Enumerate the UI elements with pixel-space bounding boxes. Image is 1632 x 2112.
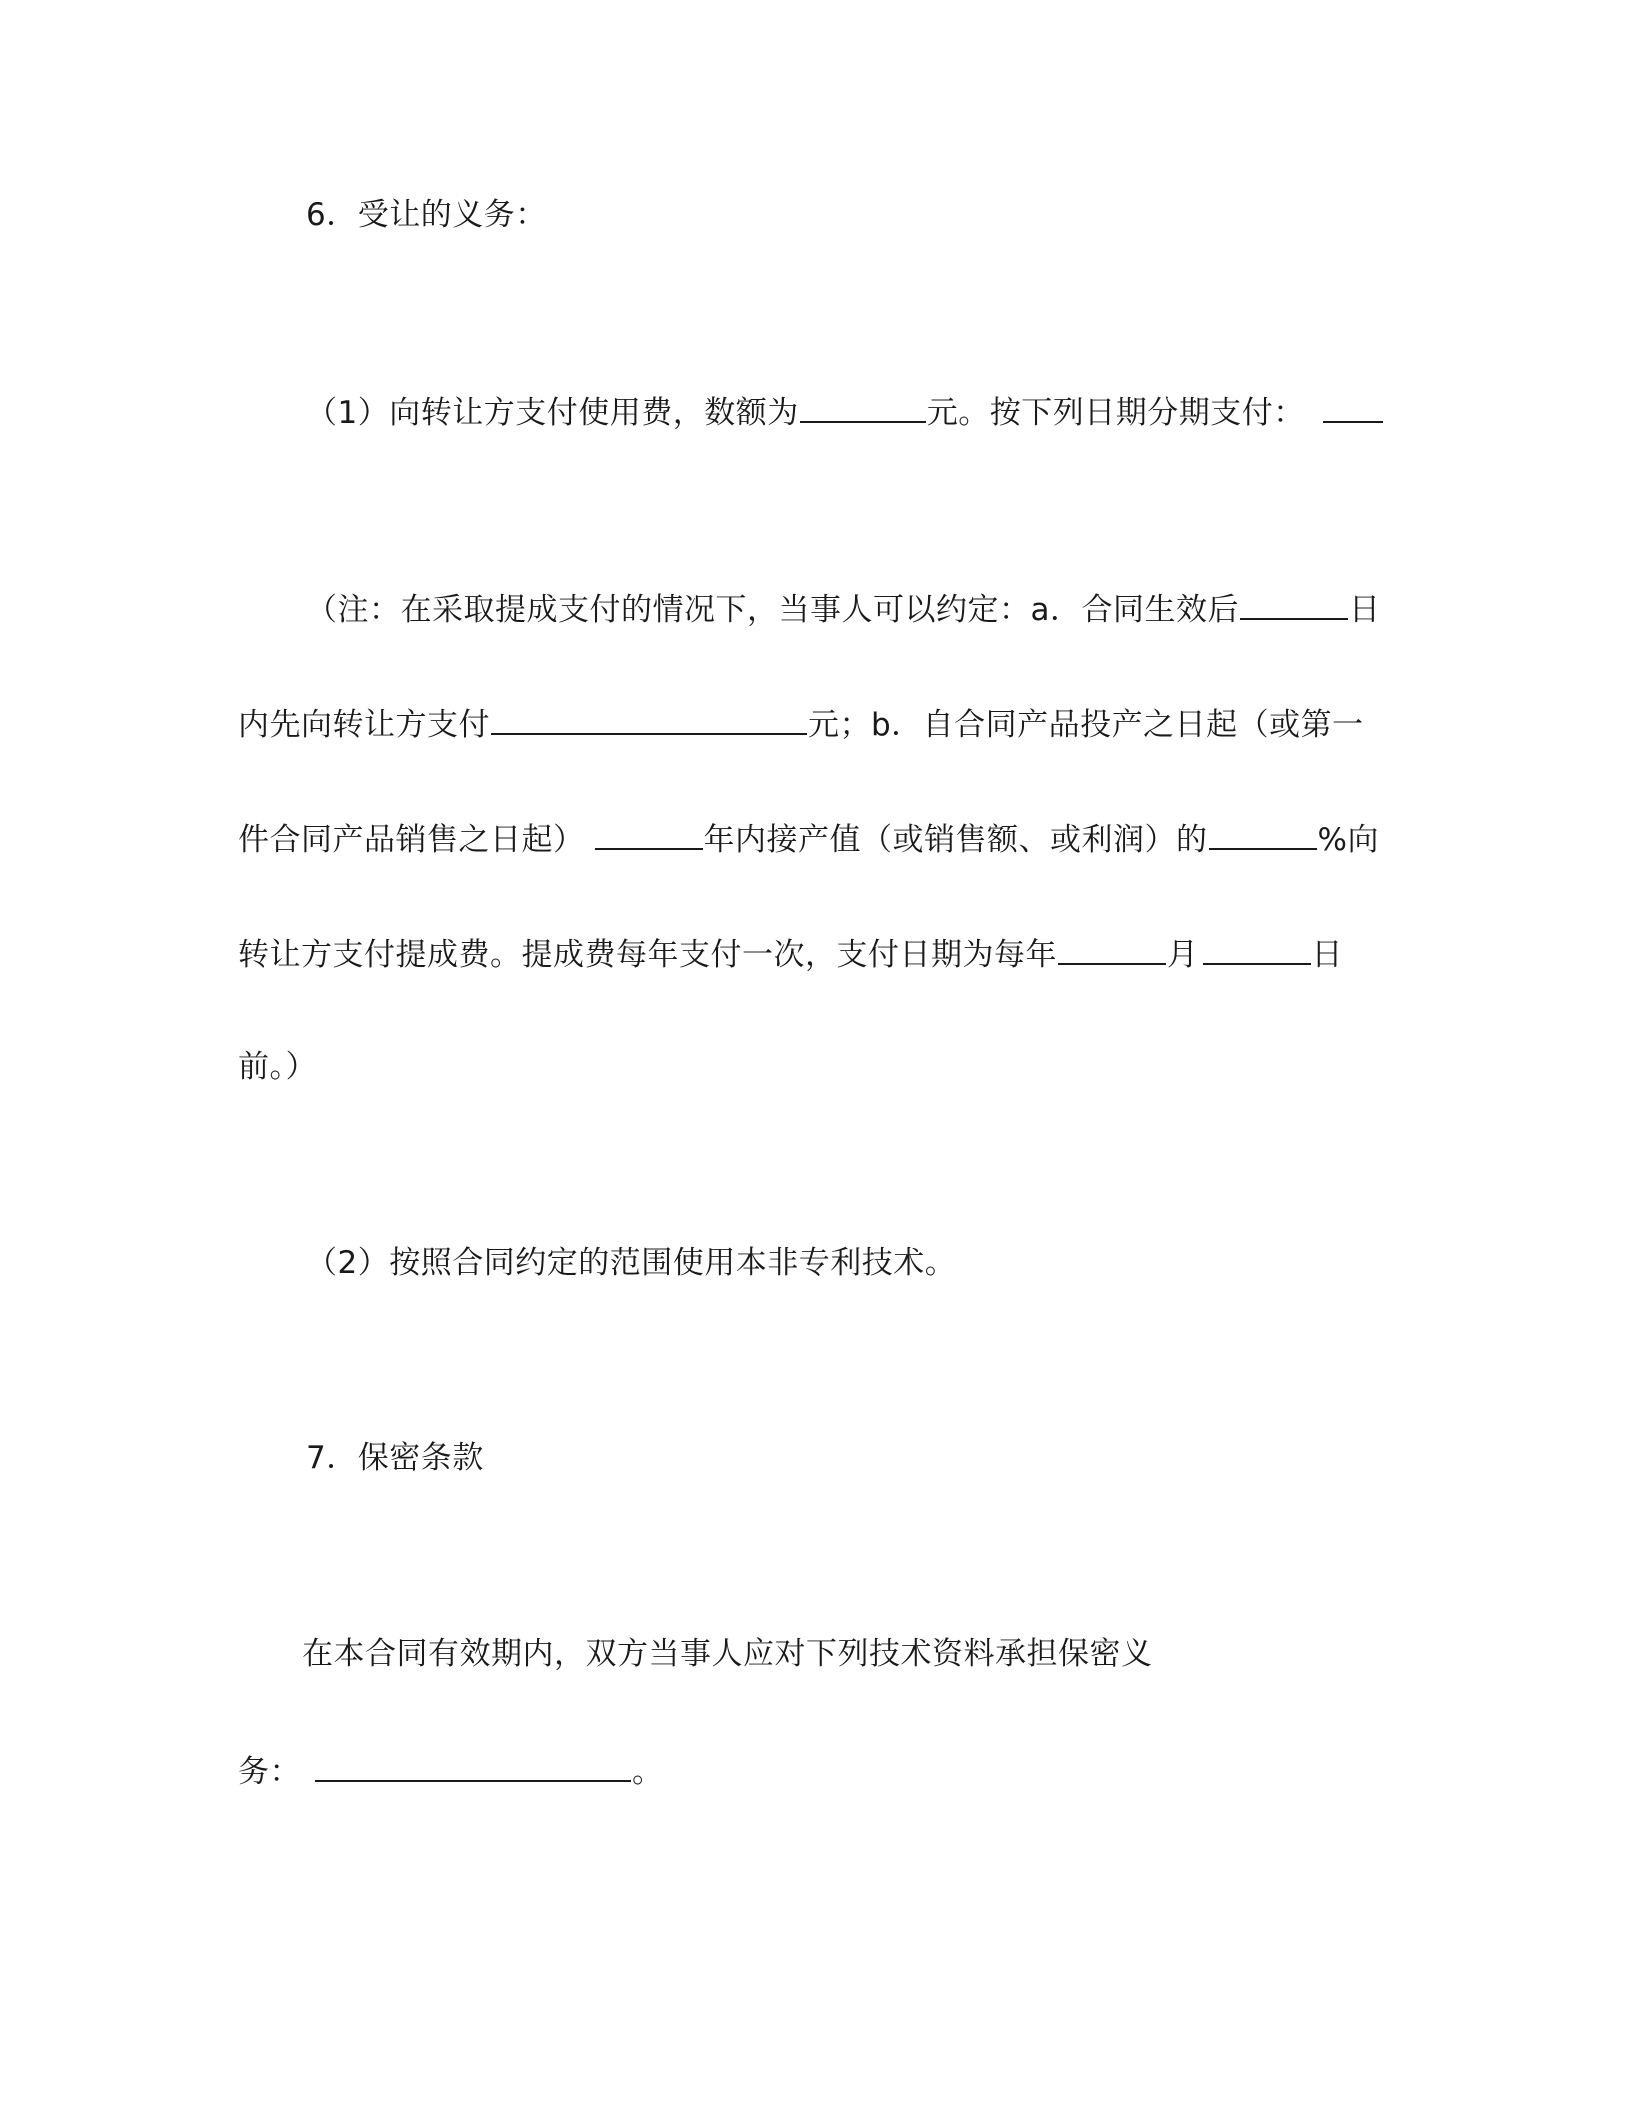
initial-payment-blank[interactable] bbox=[491, 703, 807, 735]
installment-date-blank[interactable] bbox=[1323, 391, 1383, 423]
days-after-effective-blank[interactable] bbox=[1240, 588, 1348, 620]
confidential-line-1: 在本合同有效期内，双方当事人应对下列技术资料承担保密义 bbox=[302, 1636, 1153, 1672]
section-6-title: 6．受让的义务： bbox=[306, 197, 547, 233]
item-1-payment: （1）向转让方支付使用费，数额为 元。按下列日期分期支付： bbox=[306, 391, 1384, 433]
confidential-line-2: 务： 。 bbox=[238, 1750, 664, 1792]
day-blank[interactable] bbox=[1203, 933, 1311, 965]
percentage-blank[interactable] bbox=[1209, 818, 1317, 850]
month-blank[interactable] bbox=[1058, 933, 1166, 965]
years-blank[interactable] bbox=[595, 818, 703, 850]
note-line-5: 前。） bbox=[238, 1049, 317, 1085]
note-line-1: （注：在采取提成支付的情况下，当事人可以约定：a．合同生效后 日 bbox=[306, 588, 1381, 630]
item-2-usage-scope: （2）按照合同约定的范围使用本非专利技术。 bbox=[306, 1245, 957, 1281]
amount-blank[interactable] bbox=[800, 391, 926, 423]
section-7-title: 7．保密条款 bbox=[306, 1440, 484, 1476]
note-line-4: 转让方支付提成费。提成费每年支付一次，支付日期为每年 月 日 bbox=[238, 933, 1343, 975]
note-line-2: 内先向转让方支付 元；b．自合同产品投产之日起（或第一 bbox=[238, 703, 1364, 745]
note-line-3: 件合同产品销售之日起） 年内接产值（或销售额、或利润）的 %向 bbox=[238, 818, 1379, 860]
confidential-materials-blank[interactable] bbox=[315, 1750, 631, 1782]
